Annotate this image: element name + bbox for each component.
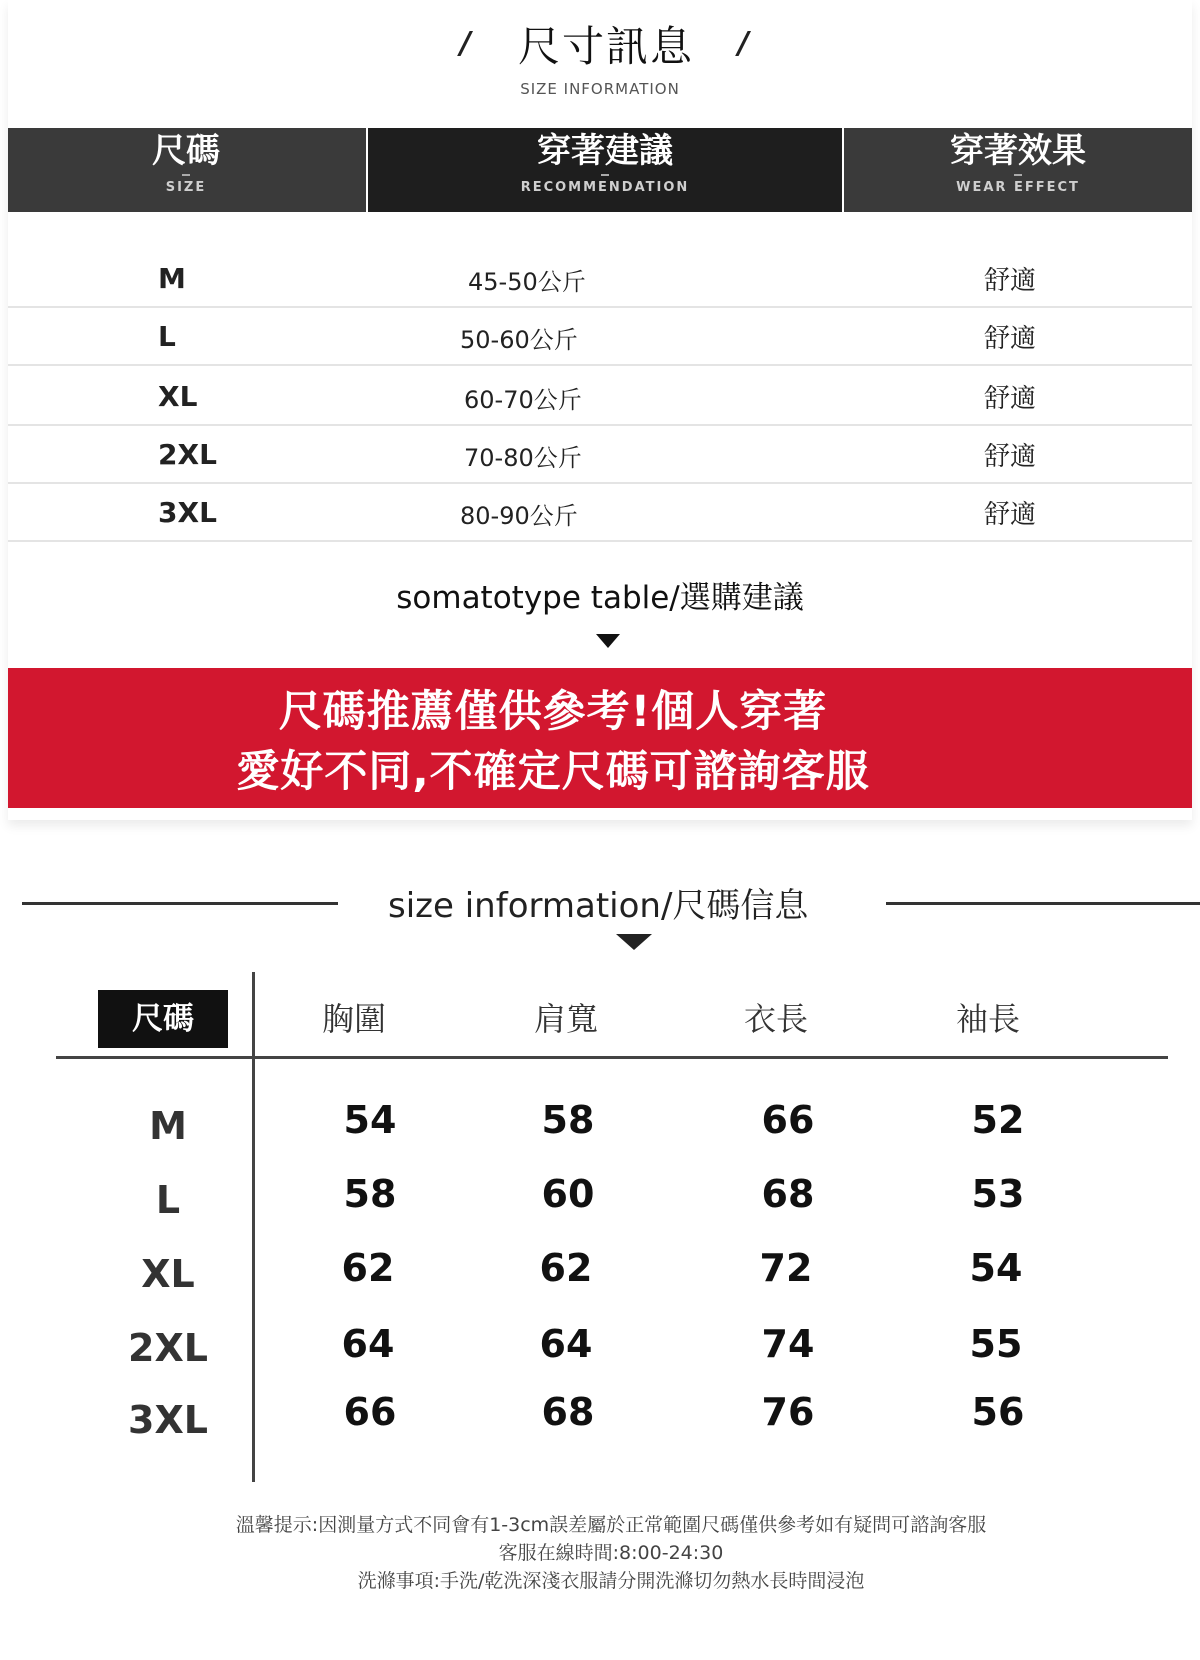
header-cell-effect — [844, 128, 1192, 212]
row-size: L — [155, 1178, 181, 1222]
header-recommendation-en: RECOMMENDATION — [520, 180, 690, 195]
down-triangle-icon — [596, 634, 620, 648]
row-weight: 80-90公斤 — [460, 502, 578, 530]
banner-line-1: 尺碼推薦僅供參考!個人穿著 — [278, 687, 828, 737]
page-subtitle: SIZE INFORMATION — [520, 80, 680, 98]
note-measurement: 溫馨提示:因測量方式不同會有1-3cm誤差屬於正常範圍尺碼僅供參考如有疑問可諮詢客服 — [235, 1514, 987, 1536]
cell-sleeve: 52 — [971, 1098, 1025, 1142]
size-disclaimer-banner — [8, 668, 1192, 808]
down-triangle-icon — [616, 934, 652, 950]
note-service-hours: 客服在線時間:8:00-24:30 — [498, 1542, 724, 1564]
size-recommendation-section — [8, 0, 1192, 820]
row-size: XL — [158, 380, 198, 413]
header-recommendation-zh: 穿著建議 — [537, 131, 673, 171]
table-caption: somatotype table/選購建議 — [396, 580, 804, 616]
header-divider — [601, 174, 609, 176]
banner-line-2: 愛好不同,不確定尺碼可諮詢客服 — [236, 747, 870, 797]
cell-length: 76 — [761, 1390, 815, 1434]
cell-shoulder: 58 — [541, 1098, 595, 1142]
page-title: 尺寸訊息 — [518, 22, 695, 71]
title-row — [8, 12, 1192, 72]
header-effect-en: WEAR EFFECT — [956, 180, 1080, 195]
cell-sleeve: 54 — [969, 1246, 1023, 1290]
table-row — [8, 306, 1192, 366]
cell-shoulder: 68 — [541, 1390, 595, 1434]
table-horizontal-divider — [56, 1056, 1168, 1059]
row-size: M — [158, 262, 186, 295]
table-row — [8, 424, 1192, 484]
cell-shoulder: 62 — [539, 1246, 593, 1290]
cell-sleeve: 56 — [971, 1390, 1025, 1434]
column-header-sleeve: 袖長 — [956, 1000, 1021, 1038]
section-title: size information/尺碼信息 — [388, 886, 809, 926]
cell-shoulder: 64 — [539, 1322, 593, 1366]
cell-chest: 54 — [343, 1098, 397, 1142]
row-effect: 舒適 — [984, 500, 1037, 530]
cell-sleeve: 55 — [969, 1322, 1023, 1366]
row-size: 3XL — [158, 496, 217, 529]
row-size: XL — [141, 1252, 195, 1296]
cell-length: 66 — [761, 1098, 815, 1142]
header-size-en: SIZE — [165, 180, 207, 195]
table-row — [8, 248, 1192, 308]
column-header-chest: 胸圍 — [322, 1000, 387, 1038]
title-slash-left: / — [460, 26, 471, 61]
title-slash-right: / — [738, 26, 749, 61]
column-header-length: 衣長 — [744, 1000, 809, 1038]
title-rule-left — [22, 902, 338, 905]
row-effect: 舒適 — [984, 266, 1037, 296]
cell-chest: 66 — [343, 1390, 397, 1434]
cell-chest: 64 — [341, 1322, 395, 1366]
cell-length: 72 — [759, 1246, 813, 1290]
table-row — [8, 482, 1192, 542]
row-effect: 舒適 — [984, 442, 1037, 472]
header-effect-zh: 穿著效果 — [950, 131, 1086, 171]
row-effect: 舒適 — [984, 324, 1037, 354]
row-weight: 60-70公斤 — [464, 386, 582, 414]
row-size: M — [149, 1104, 187, 1148]
cell-chest: 62 — [341, 1246, 395, 1290]
row-size: 2XL — [158, 438, 217, 471]
cell-length: 74 — [761, 1322, 815, 1366]
column-header-shoulder: 肩寬 — [534, 1000, 599, 1038]
header-divider — [182, 174, 190, 176]
header-cell-size — [8, 128, 366, 212]
table-vertical-divider — [252, 972, 255, 1482]
row-size: L — [158, 320, 176, 353]
size-column-header: 尺碼 — [98, 990, 228, 1048]
cell-shoulder: 60 — [541, 1172, 595, 1216]
row-weight: 45-50公斤 — [468, 268, 586, 296]
header-divider — [1014, 174, 1022, 176]
header-cell-recommendation — [368, 128, 842, 212]
cell-length: 68 — [761, 1172, 815, 1216]
row-weight: 50-60公斤 — [460, 326, 578, 354]
row-weight: 70-80公斤 — [464, 444, 582, 472]
size-information-section — [22, 842, 1200, 1654]
row-size: 2XL — [128, 1326, 208, 1370]
title-rule-right — [886, 902, 1200, 905]
table-row — [8, 366, 1192, 426]
cell-chest: 58 — [343, 1172, 397, 1216]
row-size: 3XL — [128, 1398, 208, 1442]
header-size-zh: 尺碼 — [152, 131, 220, 171]
row-effect: 舒適 — [984, 384, 1037, 414]
note-washing: 洗滌事項:手洗/乾洗深淺衣服請分開洗滌切勿熱水長時間浸泡 — [357, 1570, 865, 1592]
cell-sleeve: 53 — [971, 1172, 1025, 1216]
